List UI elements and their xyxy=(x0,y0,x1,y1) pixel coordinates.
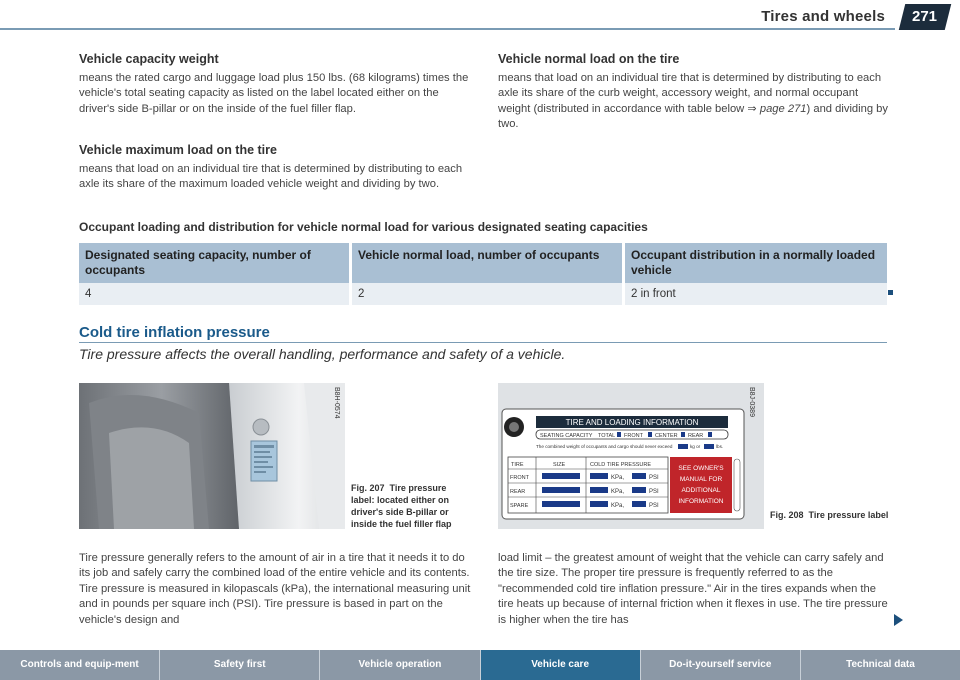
table-cell: 4 xyxy=(79,283,351,305)
page-ref-arrow: ⇒ xyxy=(747,102,757,115)
definition-term: Vehicle maximum load on the tire xyxy=(79,143,277,157)
running-header-title: Tires and wheels xyxy=(761,8,885,25)
nav-tab-safety[interactable]: Safety first xyxy=(160,650,320,680)
definition-vehicle-capacity-weight xyxy=(79,52,469,117)
tire-pressure-paragraph-right: load limit – the greatest amount of weight that the vehicle can carry safely and the tire size. The proper tire pressure is frequently referred to as the "recommended cold tire inflation pressure." Air in the tires expands when the tire heats up because of internal friction when it flexes in use. The tire pressure is higher when the tire has xyxy=(498,552,888,626)
svg-text:KPa,: KPa, xyxy=(611,475,625,481)
svg-text:B8J-0389: B8J-0389 xyxy=(748,387,755,417)
svg-text:TIRE: TIRE xyxy=(511,462,524,468)
svg-text:REAR: REAR xyxy=(688,433,704,439)
figure-208-caption: Fig. 208 Tire pressure label xyxy=(770,510,889,520)
svg-text:KPa,: KPa, xyxy=(611,503,625,509)
page-number: 271 xyxy=(899,4,951,30)
figure-code: B8H-0574 xyxy=(333,387,340,419)
svg-text:CENTER: CENTER xyxy=(655,433,678,439)
svg-text:MANUAL FOR: MANUAL FOR xyxy=(679,476,723,483)
figure-207-caption: Fig. 207 Tire pressure label: located either on driver's side B-pillar or inside the fuel filler flap xyxy=(351,483,452,529)
svg-text:lbs.: lbs. xyxy=(716,444,724,449)
svg-text:FRONT: FRONT xyxy=(510,475,529,481)
svg-text:PSI: PSI xyxy=(649,489,659,495)
chapter-navigation xyxy=(0,650,960,680)
occupant-loading-table xyxy=(79,243,887,305)
page-ref-link[interactable]: page 271 xyxy=(759,102,807,115)
nav-tab-technical-data[interactable]: Technical data xyxy=(801,650,960,680)
table-header-distribution: Occupant distribution in a normally loaded vehicle xyxy=(624,243,888,283)
definition-text: means that load on an individual tire that is determined by distributing to each axle its share of the maximum loaded vehicle weight and dividing by two. xyxy=(79,163,463,191)
svg-text:REAR: REAR xyxy=(510,489,526,495)
table-header-seating-capacity: Designated seating capacity, number of occupants xyxy=(79,243,351,283)
table-cell: 2 in front xyxy=(624,283,888,305)
svg-text:kg or: kg or xyxy=(690,444,701,449)
svg-text:The combined weight of occupan: The combined weight of occupants and cargo should never exceed xyxy=(536,444,673,449)
svg-text:SIZE: SIZE xyxy=(553,462,566,468)
table-cell: 2 xyxy=(351,283,624,305)
section-subtitle: Tire pressure affects the overall handling, performance and safety of a vehicle. xyxy=(79,346,566,362)
svg-text:PSI: PSI xyxy=(649,475,659,481)
section-rule xyxy=(79,342,887,343)
end-of-section-mark xyxy=(888,290,893,295)
svg-text:SPARE: SPARE xyxy=(510,503,529,509)
label-title: TIRE AND LOADING INFORMATION xyxy=(565,418,699,427)
definition-term: Vehicle normal load on the tire xyxy=(498,52,680,66)
table-row xyxy=(79,283,887,305)
nav-tab-vehicle-operation[interactable]: Vehicle operation xyxy=(320,650,480,680)
nav-tab-vehicle-care[interactable]: Vehicle care xyxy=(481,650,641,680)
figure-207-image xyxy=(79,383,345,529)
definition-vehicle-maximum-load xyxy=(79,143,469,193)
svg-text:SEATING CAPACITY: SEATING CAPACITY xyxy=(540,433,593,439)
header-rule xyxy=(0,28,895,30)
figure-208-image xyxy=(498,383,764,529)
definition-text: means that load on an individual tire that is determined by distributing to each axle its share of the curb weight, accessory weight, and normal occupant weight (distributed in accordance with table below ⇒ page 271) and dividing by two. xyxy=(498,72,889,131)
svg-text:COLD TIRE PRESSURE: COLD TIRE PRESSURE xyxy=(590,462,652,468)
section-title: Cold tire inflation pressure xyxy=(79,324,270,341)
svg-text:KPa,: KPa, xyxy=(611,489,625,495)
nav-tab-controls[interactable]: Controls and equip-ment xyxy=(0,650,160,680)
svg-text:TOTAL: TOTAL xyxy=(598,433,616,439)
svg-text:ADDITIONAL: ADDITIONAL xyxy=(681,487,721,494)
definition-term: Vehicle capacity weight xyxy=(79,52,219,66)
nav-tab-diy-service[interactable]: Do-it-yourself service xyxy=(641,650,801,680)
svg-text:FRONT: FRONT xyxy=(624,433,643,439)
svg-text:INFORMATION: INFORMATION xyxy=(678,498,724,505)
tire-pressure-paragraph-left: Tire pressure generally refers to the amount of air in a tire that it needs it to do its job and safely carry the combined load of the entire vehicle and its contents. Tire pressure is measured in kilopascals (kPa), the international measuring unit and in pounds per square inch (PSI). Tire pressure is based in part on the vehicle's design and xyxy=(79,552,471,626)
table-header-normal-load: Vehicle normal load, number of occupants xyxy=(351,243,624,283)
table-title: Occupant loading and distribution for vehicle normal load for various designated seating capacities xyxy=(79,220,648,234)
definition-text: means the rated cargo and luggage load plus 150 lbs. (68 kilograms) times the vehicle's total seating capacity as listed on the label located either on the driver's side B-pillar or on the inside of the fuel filler flap. xyxy=(79,72,469,115)
definition-vehicle-normal-load xyxy=(498,52,888,133)
svg-text:PSI: PSI xyxy=(649,503,659,509)
continue-arrow-icon[interactable] xyxy=(894,614,903,626)
svg-text:SEE OWNER'S: SEE OWNER'S xyxy=(678,465,724,472)
